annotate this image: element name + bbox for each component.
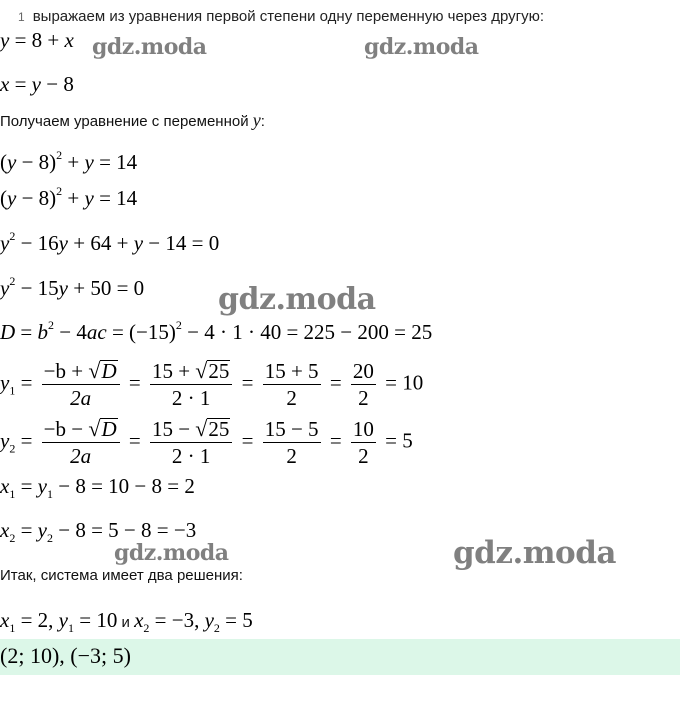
watermark: gdz.moda [218, 282, 376, 317]
watermark: gdz.moda [114, 540, 229, 566]
fraction: $\frac{20}{2}$ [352, 359, 374, 410]
eq-line-2: x = y − 8 [0, 72, 74, 96]
fraction: $\frac{15 - 5}{2}$ [264, 417, 319, 468]
eq-x2: $x_2 = y_2 - 8 = 5 - 8 = -3$ [0, 518, 197, 545]
text-result: Итак, система имеет два решения: [0, 567, 243, 584]
eq-solutions: $x_1 = 2$, $y_1 = 10$ и $x_2 = -3$, $y_2 = 5$ [0, 608, 253, 635]
eq-line-1: y = 8 + x [0, 28, 74, 52]
fraction: $\frac{15 + 5}{2}$ [264, 359, 319, 410]
eq-x1: $x_1 = y_1 - 8 = 10 - 8 = 2$ [0, 474, 195, 501]
eq-square-1: $(y - 8)^2 + y = 14$ [0, 148, 138, 174]
fraction: $\frac{15 - √25}{2 \cdot 1}$ [150, 416, 232, 469]
eq-square-2: $(y - 8)^2 + y = 14$ [0, 184, 138, 210]
watermark: gdz.moda [364, 34, 479, 60]
eq-discriminant: $D = b^2 - 4ac = (-15)^2 - 4 \cdot 1 \cdot 40 = 225 - 200 = 25$ [0, 318, 433, 344]
fraction: $\frac{10}{2}$ [352, 417, 374, 468]
eq-root-y1: $y_1$ = $\frac{-b + √D}{2a}$ = $\frac{15 + √25}{2 \cdot 1}$ = $\frac{15 + 5}{2}$ = $\frac{20}{2}$ = 10 [0, 358, 424, 410]
fraction: $\frac{-b - √D}{2a}$ [42, 416, 120, 469]
watermark: gdz.moda [453, 535, 616, 571]
header-line [18, 8, 544, 25]
eq-expanded: $y^2 - 16y + 64 + y - 14 = 0$ [0, 229, 220, 255]
watermark: gdz.moda [92, 34, 207, 60]
eq-root-y2: $y_2$ = $\frac{-b - √D}{2a}$ = $\frac{15 - √25}{2 \cdot 1}$ = $\frac{15 - 5}{2}$ = $\frac{10}{2}$ = 5 [0, 416, 413, 468]
header-text: выражаем из уравнения первой степени одну переменную через другую: [32, 8, 545, 25]
item-number: 1 [18, 10, 25, 24]
fraction: $\frac{15 + √25}{2 \cdot 1}$ [150, 358, 232, 411]
eq-reduced: $y^2 - 15y + 50 = 0$ [0, 274, 145, 300]
fraction: $\frac{-b + √D}{2a}$ [42, 358, 120, 411]
answer-text: (2; 10), (−3; 5) [0, 643, 131, 668]
text-get-equation: Получаем уравнение с переменной y: [0, 110, 265, 130]
